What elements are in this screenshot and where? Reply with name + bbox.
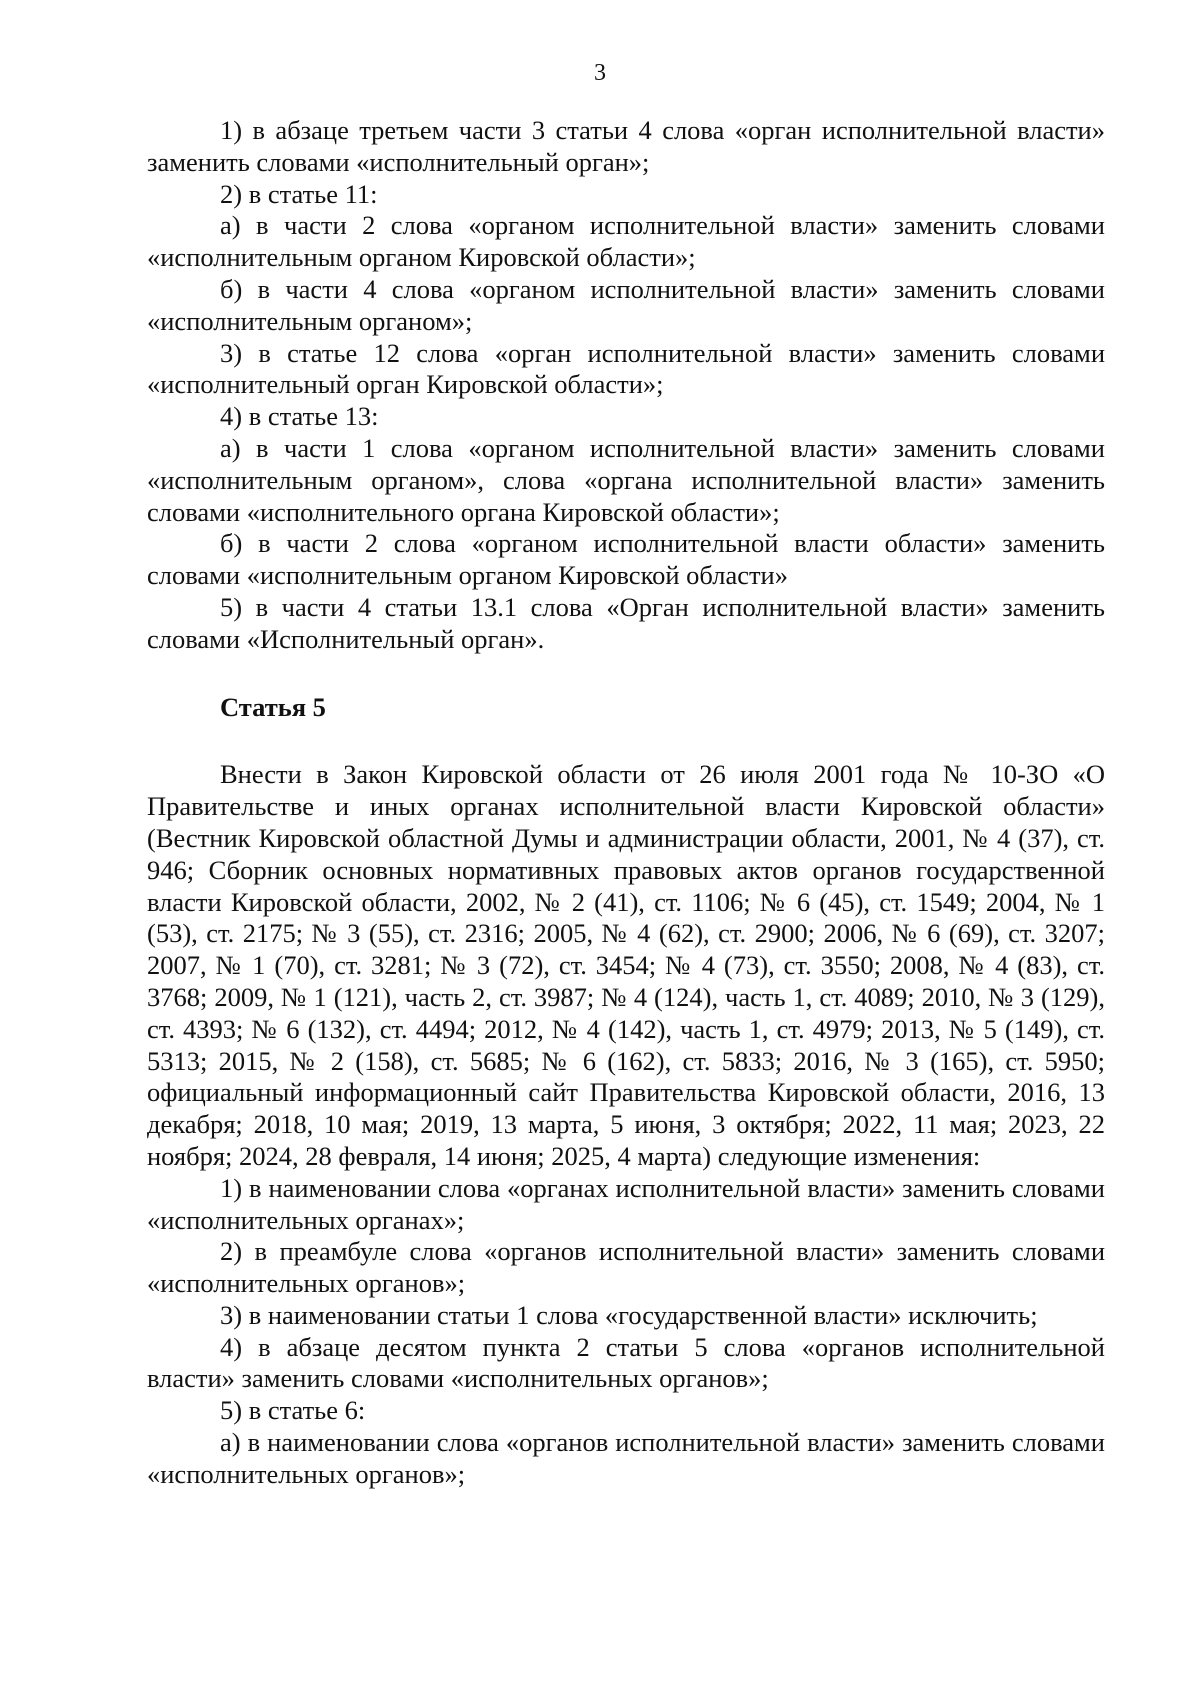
paragraph: Внести в Закон Кировской области от 26 июля 2001 года № 10-ЗО «О Правительстве и иных органах исполнительной власти Кировской области» (Вестник Кировской областной Думы и администрации области, 2001, № 4 (37), ст. 946; Сборник основных нормативных правовых актов органов государственной власти Кировской области, 2002, № 2 (41), ст. 1106; № 6 (45), ст. 1549; 2004, № 1 (53), ст. 2175; № 3 (55), ст. 2316; 2005, № 4 (62), ст. 2900; 2006, № 6 (69), ст. 3207; 2007, № 1 (70), ст. 3281; № 3 (72), ст. 3454; № 4 (73), ст. 3550; 2008, № 4 (83), ст. 3768; 2009, № 1 (121), часть 2, ст. 3987; № 4 (124), часть 1, ст. 4089; 2010, № 3 (129), ст. 4393; № 6 (132), ст. 4494; 2012, № 4 (142), часть 1, ст. 4979; 2013, № 5 (149), ст. 5313; 2015, № 2 (158), ст. 5685; № 6 (162), ст. 5833; 2016, № 3 (165), ст. 5950; официальный информационный сайт Правительства Кировской области, 2016, 13 декабря; 2018, 10 мая; 2019, 13 марта, 5 июня, 3 октября; 2022, 11 мая; 2023, 22 ноября; 2024, 28 февраля, 14 июня; 2025, 4 марта) следующие изменения: — [147, 759, 1105, 1171]
paragraph: б) в части 2 слова «органом исполнительной власти области» заменить словами «исполнительным органом Кировской области» — [147, 528, 1105, 591]
paragraph: 2) в статье 11: — [220, 178, 378, 209]
article-heading: Статья 5 — [220, 691, 326, 722]
paragraph: 1) в наименовании слова «органах исполнительной власти» заменить словами «исполнительных органах»; — [147, 1172, 1105, 1235]
paragraph: 2) в преамбуле слова «органов исполнительной власти» заменить словами «исполнительных органов»; — [147, 1236, 1105, 1299]
paragraph: 3) в статье 12 слова «орган исполнительной власти» заменить словами «исполнительный орган Кировской области»; — [147, 337, 1105, 400]
paragraph: 4) в статье 13: — [220, 401, 379, 432]
paragraph: 1) в абзаце третьем части 3 статьи 4 слова «орган исполнительной власти» заменить словами «исполнительный орган»; — [147, 115, 1105, 177]
paragraph: 5) в статье 6: — [220, 1395, 366, 1426]
page-number: 3 — [594, 60, 606, 86]
spacer — [147, 656, 1105, 692]
document-body — [147, 115, 1105, 1491]
paragraph: а) в части 2 слова «органом исполнительной власти» заменить словами «исполнительным органом Кировской области»; — [147, 210, 1105, 273]
paragraph: 5) в части 4 статьи 13.1 слова «Орган исполнительной власти» заменить словами «Исполнительный орган». — [147, 591, 1105, 654]
paragraph: а) в части 1 слова «органом исполнительной власти» заменить словами «исполнительным органом», слова «органа исполнительной власти» заменить словами «исполнительного органа Кировской области»; — [147, 432, 1105, 527]
paragraph: а) в наименовании слова «органов исполнительной власти» заменить словами «исполнительных органов»; — [147, 1427, 1105, 1489]
paragraph: 3) в наименовании статьи 1 слова «государственной власти» исключить; — [220, 1299, 1038, 1330]
spacer — [147, 723, 1105, 759]
paragraph: б) в части 4 слова «органом исполнительной власти» заменить словами «исполнительным органом»; — [147, 273, 1105, 336]
paragraph: 4) в абзаце десятом пункта 2 статьи 5 слова «органов исполнительной власти» заменить словами «исполнительных органов»; — [147, 1331, 1105, 1394]
